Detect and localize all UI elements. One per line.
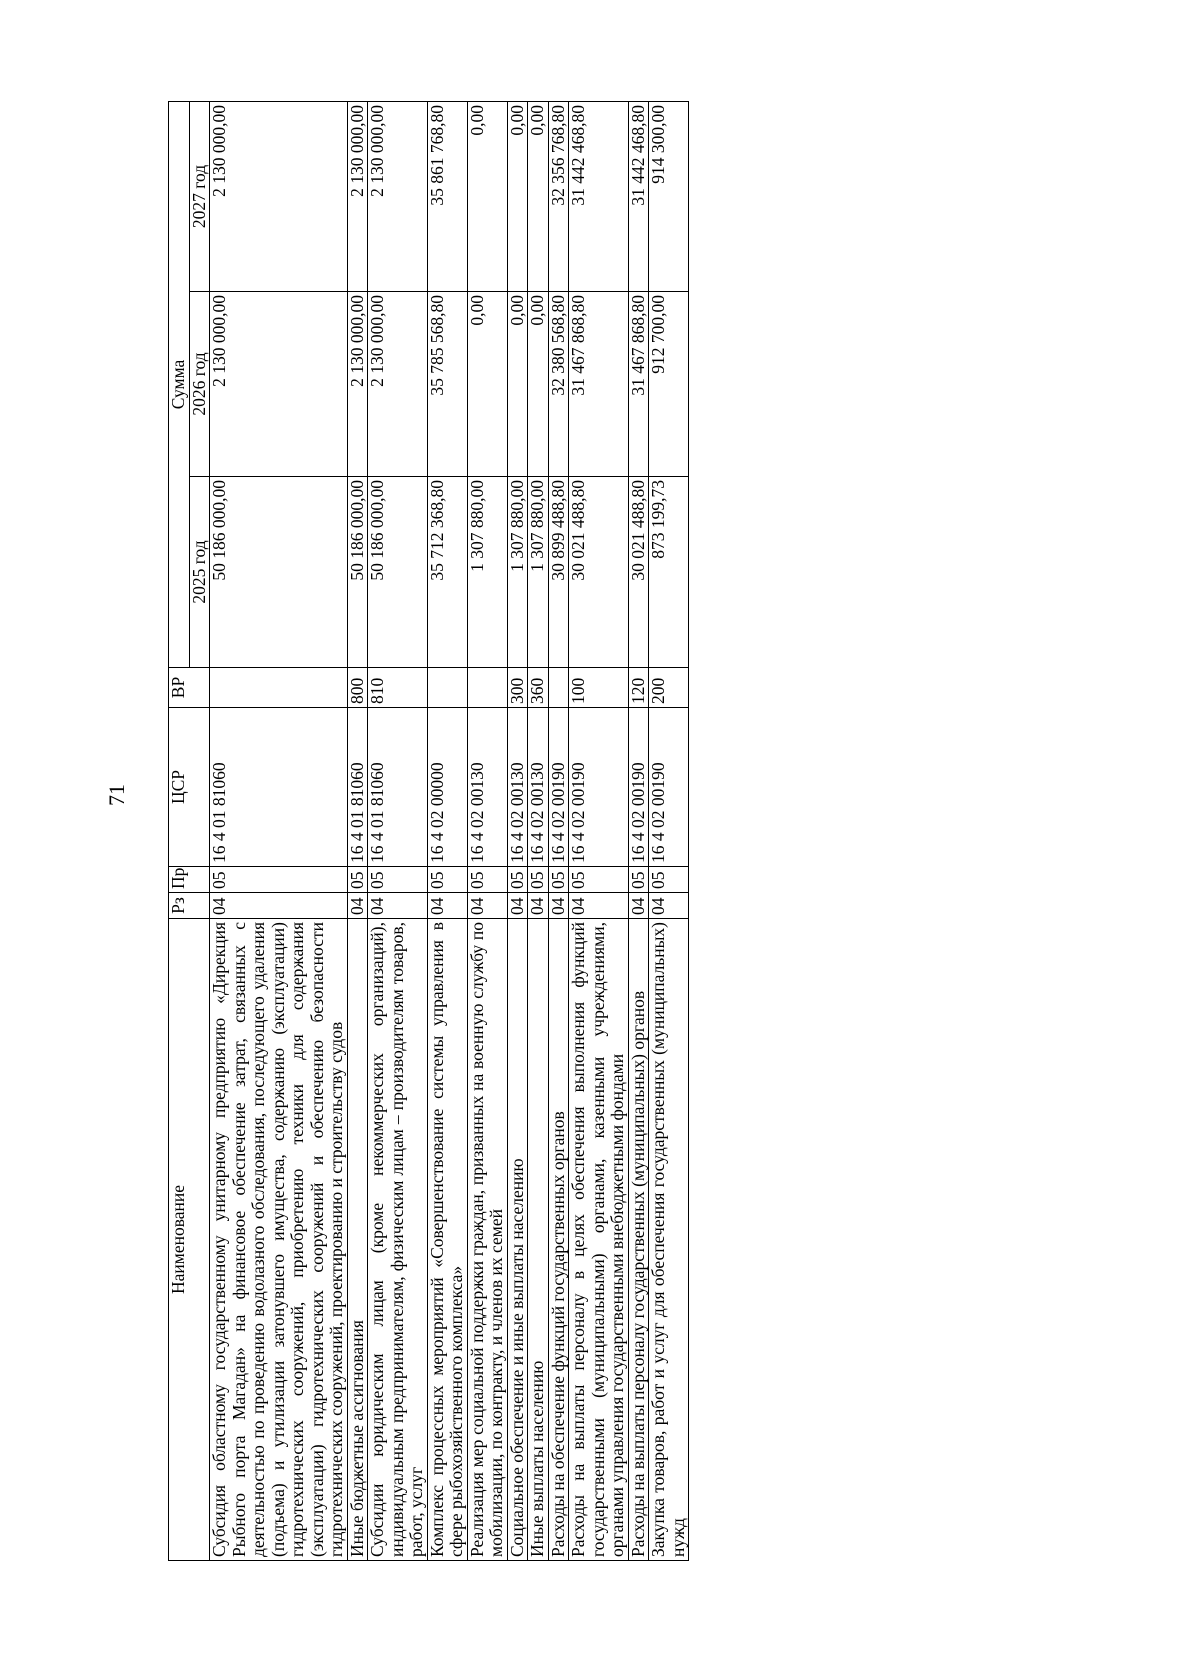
row-2027: 32 356 768,80 (548, 101, 569, 291)
row-pr: 05 (528, 867, 549, 893)
row-rz: 04 (210, 893, 348, 919)
row-csr: 16 4 02 00190 (649, 708, 689, 867)
header-csr: ЦСР (169, 708, 210, 867)
row-2026: 2 130 000,00 (210, 292, 348, 477)
row-name: Субсидии юридическим лицам (кроме некоммерческих организаций), индивидуальным предпринимателям, физическим лицам – производителям товаров, работ, услуг (368, 919, 428, 1561)
header-2025: 2025 год (189, 477, 210, 668)
row-2025: 50 186 000,00 (347, 477, 368, 668)
table-row (628, 101, 649, 1560)
table-row (427, 101, 467, 1560)
row-2025: 1 307 880,00 (528, 477, 549, 668)
row-vr (210, 668, 348, 708)
row-2025: 35 712 368,80 (427, 477, 467, 668)
row-csr: 16 4 02 00190 (548, 708, 569, 867)
row-pr: 05 (467, 867, 507, 893)
table-row (467, 101, 507, 1560)
row-csr: 16 4 01 81060 (210, 708, 348, 867)
row-csr: 16 4 01 81060 (347, 708, 368, 867)
row-rz: 04 (528, 893, 549, 919)
row-2026: 0,00 (467, 292, 507, 477)
row-csr: 16 4 02 00130 (467, 708, 507, 867)
row-2026: 35 785 568,80 (427, 292, 467, 477)
row-2027: 2 130 000,00 (368, 101, 428, 291)
row-name: Иные бюджетные ассигнования (347, 919, 368, 1561)
row-rz: 04 (569, 893, 629, 919)
row-csr: 16 4 02 00130 (528, 708, 549, 867)
header-vr: ВР (169, 668, 210, 708)
row-vr (548, 668, 569, 708)
row-2027: 0,00 (528, 101, 549, 291)
row-2027: 914 300,00 (649, 101, 689, 291)
header-sum: Сумма (169, 101, 190, 667)
row-pr: 05 (368, 867, 428, 893)
row-2025: 30 899 488,80 (548, 477, 569, 668)
row-rz: 04 (507, 893, 528, 919)
row-pr: 05 (628, 867, 649, 893)
row-vr: 360 (528, 668, 549, 708)
header-row-1 (169, 101, 190, 1560)
row-2025: 30 021 488,80 (628, 477, 649, 668)
row-vr: 200 (649, 668, 689, 708)
rotated-table-wrapper (168, 102, 1086, 1561)
row-name: Расходы на выплаты персоналу в целях обеспечения выполнения функций государственными (муниципальными) органами, казенными учреждениями, органами управления государственными внебюджетными фондами (569, 919, 629, 1561)
header-2026: 2026 год (189, 292, 210, 477)
row-csr: 16 4 02 00000 (427, 708, 467, 867)
row-2026: 31 467 868,80 (628, 292, 649, 477)
row-name: Иные выплаты населению (528, 919, 549, 1561)
row-2026: 0,00 (528, 292, 549, 477)
row-2026: 0,00 (507, 292, 528, 477)
row-rz: 04 (649, 893, 689, 919)
header-name: Наименование (169, 919, 210, 1561)
table-row (368, 101, 428, 1560)
row-csr: 16 4 02 00190 (628, 708, 649, 867)
row-2026: 2 130 000,00 (347, 292, 368, 477)
row-vr: 800 (347, 668, 368, 708)
row-2027: 0,00 (507, 101, 528, 291)
header-2027: 2027 год (189, 101, 210, 291)
row-2025: 50 186 000,00 (210, 477, 348, 668)
table-row (507, 101, 528, 1560)
row-2026: 32 380 568,80 (548, 292, 569, 477)
row-pr: 05 (427, 867, 467, 893)
row-2027: 31 442 468,80 (569, 101, 629, 291)
row-vr: 120 (628, 668, 649, 708)
row-2027: 31 442 468,80 (628, 101, 649, 291)
page-number: 71 (104, 784, 129, 806)
row-name: Расходы на обеспечение функций государственных органов (548, 919, 569, 1561)
row-rz: 04 (467, 893, 507, 919)
row-pr: 05 (507, 867, 528, 893)
row-vr (427, 668, 467, 708)
row-pr: 05 (347, 867, 368, 893)
row-pr: 05 (569, 867, 629, 893)
row-2027: 35 861 768,80 (427, 101, 467, 291)
row-pr: 05 (649, 867, 689, 893)
row-rz: 04 (368, 893, 428, 919)
row-name: Закупка товаров, работ и услуг для обеспечения государственных (муниципальных) нужд (649, 919, 689, 1561)
header-pr: Пр (169, 867, 210, 893)
row-csr: 16 4 02 00190 (569, 708, 629, 867)
table-row (569, 101, 629, 1560)
row-2025: 30 021 488,80 (569, 477, 629, 668)
table-row (548, 101, 569, 1560)
row-2027: 2 130 000,00 (210, 101, 348, 291)
row-csr: 16 4 01 81060 (368, 708, 428, 867)
table-row (528, 101, 549, 1560)
table-row (210, 101, 348, 1560)
row-rz: 04 (427, 893, 467, 919)
row-name: Социальное обеспечение и иные выплаты населению (507, 919, 528, 1561)
row-2025: 50 186 000,00 (368, 477, 428, 668)
row-2026: 2 130 000,00 (368, 292, 428, 477)
row-rz: 04 (347, 893, 368, 919)
row-vr: 300 (507, 668, 528, 708)
row-2026: 31 467 868,80 (569, 292, 629, 477)
row-vr: 100 (569, 668, 629, 708)
table-row (347, 101, 368, 1560)
row-name: Расходы на выплаты персоналу государственных (муниципальных) органов (628, 919, 649, 1561)
row-name: Реализация мер социальной поддержки граждан, призванных на военную службу по мобилизации, по контракту, и членов их семей (467, 919, 507, 1561)
row-2026: 912 700,00 (649, 292, 689, 477)
row-vr: 810 (368, 668, 428, 708)
row-2027: 0,00 (467, 101, 507, 291)
row-vr (467, 668, 507, 708)
row-2027: 2 130 000,00 (347, 101, 368, 291)
row-2025: 873 199,73 (649, 477, 689, 668)
row-2025: 1 307 880,00 (467, 477, 507, 668)
table-row (649, 101, 689, 1560)
row-pr: 05 (548, 867, 569, 893)
budget-table (168, 101, 689, 1561)
row-csr: 16 4 02 00130 (507, 708, 528, 867)
row-name: Комплекс процессных мероприятий «Совершенствование системы управления в сфере рыбохозяйственного комплекса» (427, 919, 467, 1561)
header-rz: Рз (169, 893, 210, 919)
row-name: Субсидия областному государственному унитарному предприятию «Дирекция Рыбного порта Магадан» на финансовое обеспечение затрат, связанных с деятельностью по проведению водолазного обследования, последующего удаления (подъема) и утилизации затонувшего имущества, содержанию (эксплуатации) гидротехнических сооружений, приобретению техники для содержания (эксплуатации) гидротехнических сооружений и обеспечению безопасности гидротехнических сооружений, проектированию и строительству судов (210, 919, 348, 1561)
row-2025: 1 307 880,00 (507, 477, 528, 668)
row-rz: 04 (628, 893, 649, 919)
row-rz: 04 (548, 893, 569, 919)
row-pr: 05 (210, 867, 348, 893)
